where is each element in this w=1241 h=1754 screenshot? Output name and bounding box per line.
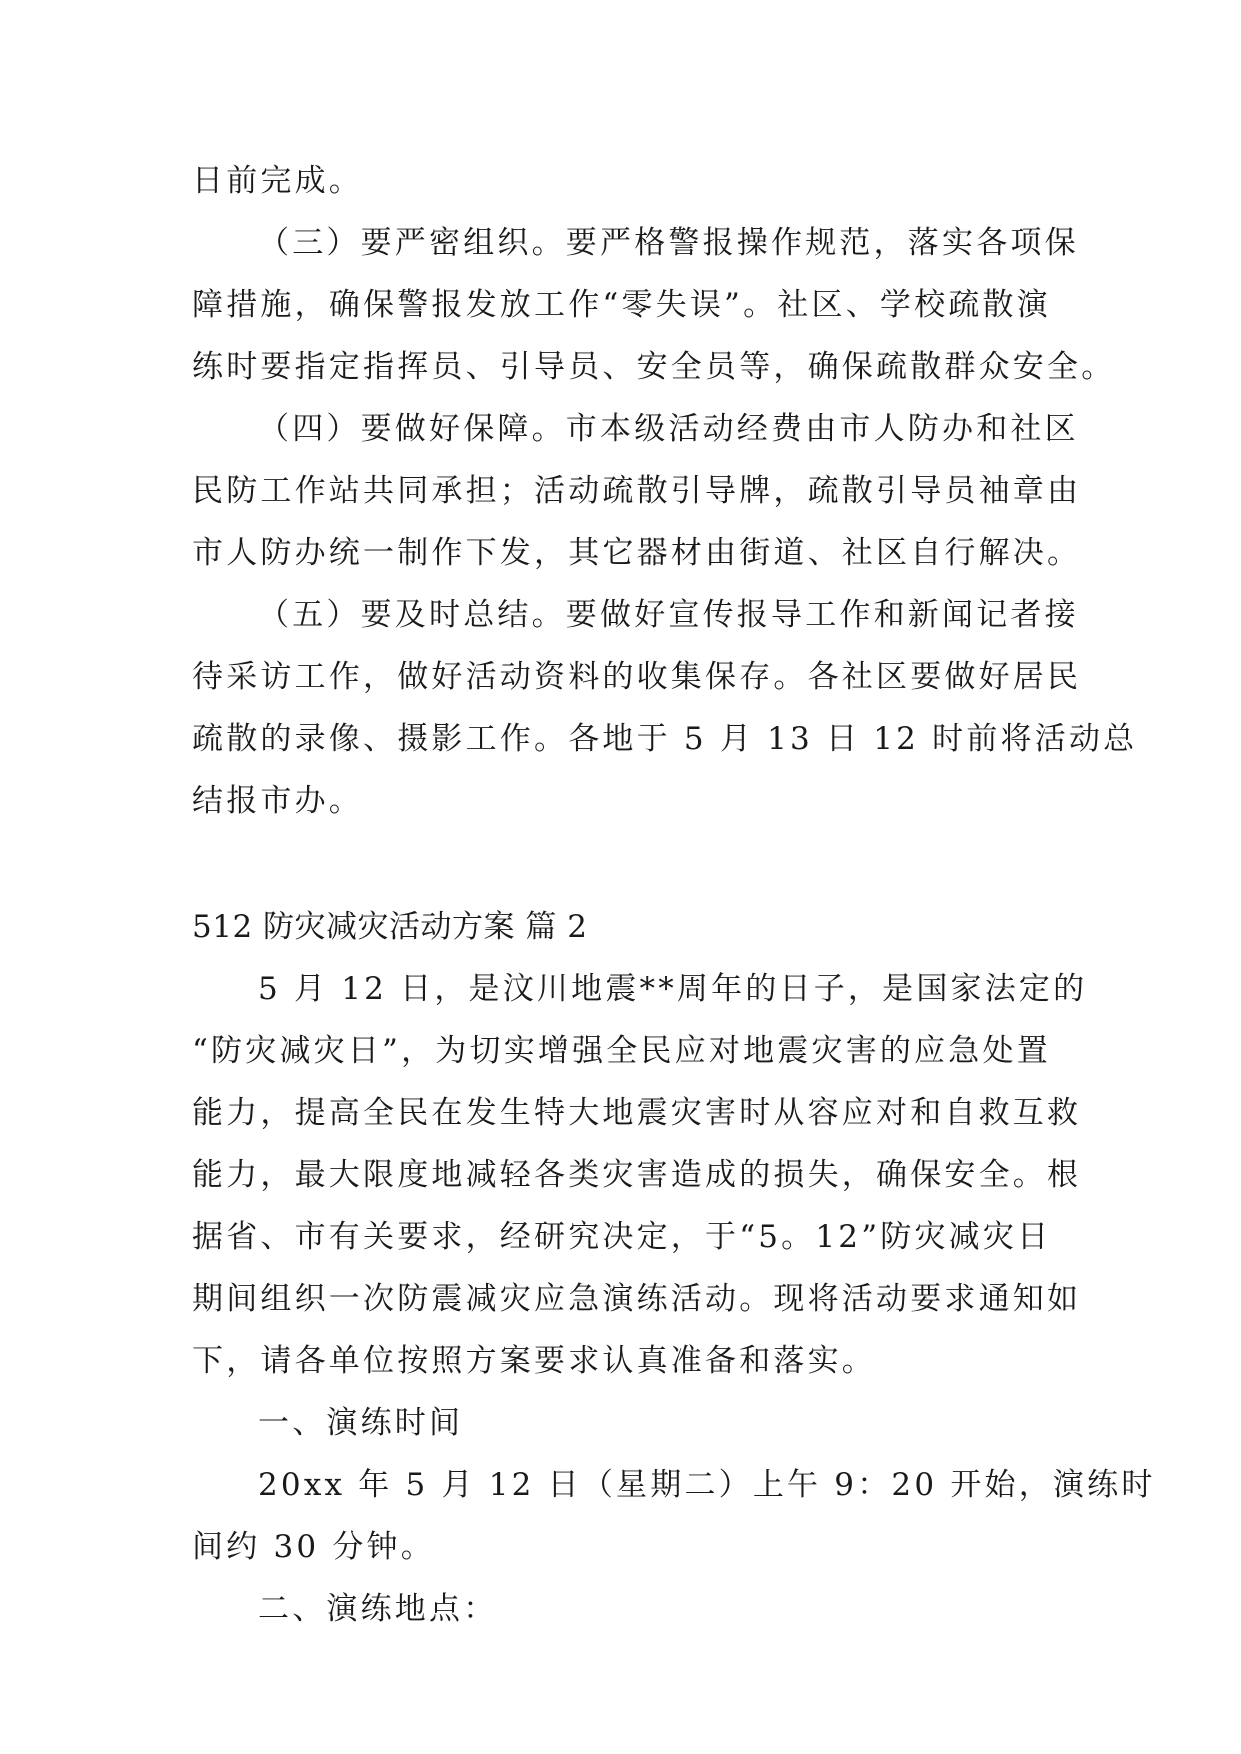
paragraph-line: （五）要及时总结。要做好宣传报导工作和新闻记者接 [258, 597, 1079, 633]
paragraph-line: （四）要做好保障。市本级活动经费由市人防办和社区 [258, 411, 1079, 447]
paragraph-line: 障措施，确保警报发放工作“零失误”。社区、学校疏散演 [192, 287, 1051, 323]
paragraph-line: 能力，提高全民在发生特大地震灾害时从容应对和自救互救 [192, 1095, 1082, 1131]
paragraph-line: 下，请各单位按照方案要求认真准备和落实。 [192, 1343, 876, 1379]
paragraph-line: 民防工作站共同承担；活动疏散引导牌，疏散引导员袖章由 [192, 473, 1082, 509]
paragraph-line: 日前完成。 [192, 163, 363, 199]
paragraph-line: “防灾减灾日”，为切实增强全民应对地震灾害的应急处置 [192, 1033, 1051, 1069]
paragraph-line: （三）要严密组织。要严格警报操作规范，落实各项保 [258, 225, 1079, 261]
paragraph-line: 期间组织一次防震减灾应急演练活动。现将活动要求通知如 [192, 1281, 1082, 1317]
section-spacer [192, 832, 1052, 896]
subheading: 二、演练地点： [258, 1591, 498, 1627]
paragraph-line: 能力，最大限度地减轻各类灾害造成的损失，确保安全。根 [192, 1157, 1082, 1193]
section-heading: 512 防灾减灾活动方案 篇 2 [192, 909, 588, 945]
paragraph-line: 结报市办。 [192, 783, 363, 819]
subheading: 一、演练时间 [258, 1405, 464, 1441]
paragraph-line: 市人防办统一制作下发，其它器材由街道、社区自行解决。 [192, 535, 1082, 571]
paragraph-line: 疏散的录像、摄影工作。各地于 5 月 13 日 12 时前将活动总 [192, 721, 1138, 757]
paragraph-line: 5 月 12 日，是汶川地震**周年的日子，是国家法定的 [258, 971, 1088, 1007]
paragraph-line: 练时要指定指挥员、引导员、安全员等，确保疏散群众安全。 [192, 349, 1116, 385]
paragraph-line: 据省、市有关要求，经研究决定，于“5。12”防灾减灾日 [192, 1219, 1052, 1255]
paragraph-line: 20xx 年 5 月 12 日（星期二）上午 9：20 开始，演练时 [258, 1467, 1156, 1503]
document-body [192, 150, 1156, 1640]
paragraph-line: 间约 30 分钟。 [192, 1529, 435, 1565]
paragraph-line: 待采访工作，做好活动资料的收集保存。各社区要做好居民 [192, 659, 1082, 695]
